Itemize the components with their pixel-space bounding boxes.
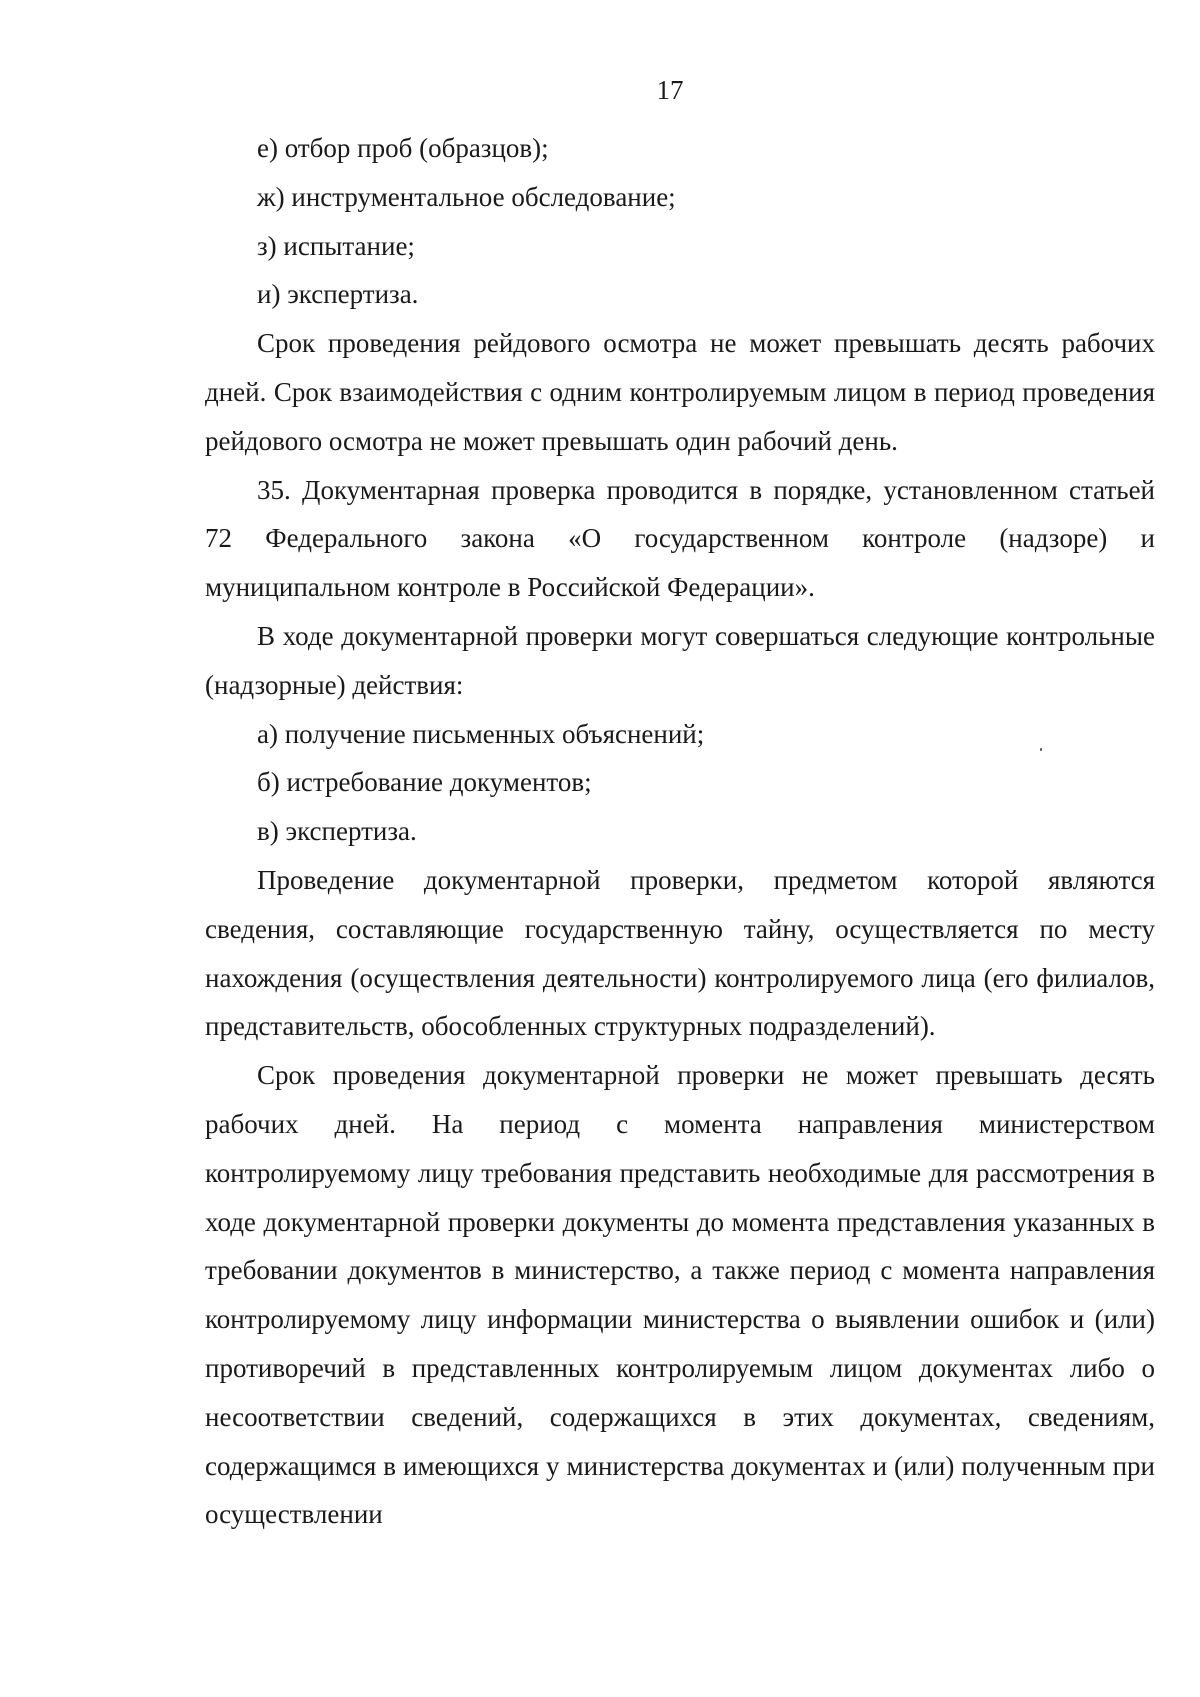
list-item-zh: ж) инструментальное обследование; (257, 181, 676, 212)
paragraph-state-secret-check: Проведение документарной проверки, предметом которой являются сведения, составляющие государственную тайну, осуществляется по месту нахождения (осуществления деятельности) контролируемого лица (его филиалов, представительств, обособленных структурных подразделений). (205, 864, 1155, 1042)
paragraph-raid-inspection-term: Срок проведения рейдового осмотра не может превышать десять рабочих дней. Срок взаимодействия с одним контролируемым лицом в период проведения рейдового осмотра не может превышать один рабочий день. (205, 328, 1155, 456)
paragraph-documentary-actions-intro: В ходе документарной проверки могут совершаться следующие контрольные (надзорные) действия: (205, 620, 1155, 700)
list-item-a: а) получение письменных объяснений; (257, 718, 705, 749)
document-body (205, 124, 1155, 1539)
list-item-z: з) испытание; (257, 230, 415, 261)
scan-speck (1040, 748, 1042, 751)
list-item-b: б) истребование документов; (257, 767, 592, 798)
paragraph-documentary-check-term: Срок проведения документарной проверки не может превышать десять рабочих дней. На период с момента направления министерством контролируемому лицу требования представить необходимые для рассмотрения в ходе документарной проверки документы до момента представления указанных в требовании документов в министерство, а также период с момента направления контролируемому лицу информации министерства о выявлении ошибок и (или) противоречий в представленных контролируемым лицом документах либо о несоответствии сведений, содержащихся в этих документах, сведениям, содержащимся в имеющихся у министерства документах и (или) полученным при осуществлении (205, 1060, 1155, 1530)
list-item-e: е) отбор проб (образцов); (257, 133, 549, 163)
list-item-i: и) экспертиза. (257, 279, 419, 310)
page-number: 17 (656, 75, 684, 105)
paragraph-35-documentary-check: 35. Документарная проверка проводится в порядке, установленном статьей 72 Федерального закона «О государственном контроле (надзоре) и муниципальном контроле в Российской Федерации». (205, 474, 1155, 603)
list-item-v: в) экспертиза. (257, 816, 417, 847)
